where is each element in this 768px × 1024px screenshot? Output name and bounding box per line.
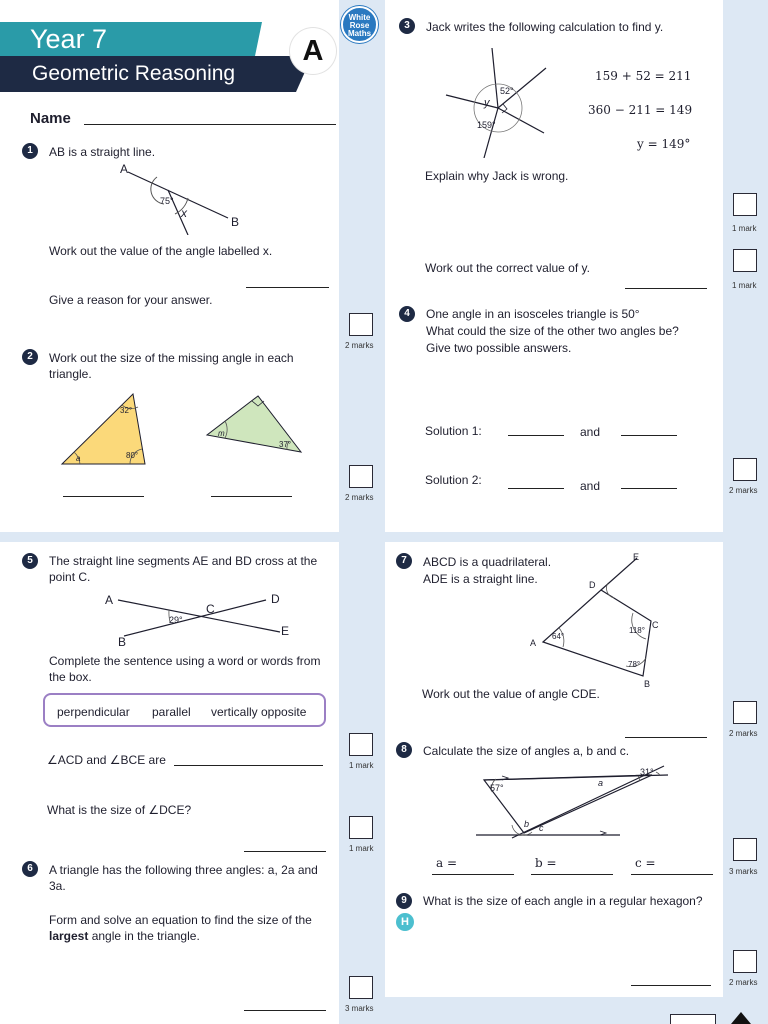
tri1-angle-top: 32° bbox=[120, 406, 133, 415]
q3-marks-box-2[interactable] bbox=[733, 249, 757, 272]
question-number-6: 6 bbox=[22, 861, 38, 877]
q7-label-b: B bbox=[644, 679, 651, 689]
q5-word-box bbox=[43, 693, 326, 727]
q6-marks-box[interactable] bbox=[349, 976, 373, 999]
q4-s1-and: and bbox=[580, 425, 601, 439]
tri1-angle-a: a bbox=[76, 454, 81, 463]
logo-text: White Rose Maths bbox=[347, 13, 372, 38]
q7-angle-c: 118° bbox=[629, 626, 645, 635]
set-letter-badge bbox=[290, 28, 336, 74]
q3-answer-line[interactable] bbox=[625, 288, 707, 289]
q7-label-d: D bbox=[589, 580, 596, 590]
q2-marks: 2 marks bbox=[345, 493, 374, 502]
q4-s2-answer-1[interactable] bbox=[508, 488, 564, 489]
q8-answer-b-label: b = bbox=[535, 856, 557, 870]
q1-marks-box[interactable] bbox=[349, 313, 373, 336]
question-number-9: 9 bbox=[396, 893, 412, 909]
higher-tier-badge bbox=[396, 913, 414, 931]
q3-calc-line-3: y = 149° bbox=[637, 137, 691, 151]
q5-sentence: Complete the sentence using a word or words from the box. bbox=[49, 654, 321, 684]
q6-prompt-start: Form and solve an equation to find the size of the bbox=[49, 913, 312, 927]
q3-correct: Work out the correct value of y. bbox=[425, 261, 590, 275]
q4-line-3: Give two possible answers. bbox=[426, 341, 572, 355]
q6-prompt bbox=[49, 912, 334, 944]
q5-answer-line-1[interactable] bbox=[174, 765, 323, 766]
q2-triangle-1 bbox=[58, 390, 150, 470]
q4-line-1: One angle in an isosceles triangle is 50° bbox=[426, 307, 640, 321]
question-number-1: 1 bbox=[22, 143, 38, 159]
q6-answer-line[interactable] bbox=[244, 1010, 326, 1011]
next-page-triangle bbox=[731, 1012, 751, 1024]
section-divider bbox=[0, 532, 768, 542]
tri2-angle-right: 37° bbox=[279, 440, 292, 449]
tri2-angle-m: m bbox=[218, 429, 225, 438]
next-page-edge bbox=[670, 1014, 716, 1024]
q8-angle-a: a bbox=[598, 778, 604, 788]
q4-s2-and: and bbox=[580, 479, 601, 493]
q3-calc-line-2: 360 − 211 = 149 bbox=[588, 103, 693, 117]
q5-marks-1: 1 mark bbox=[349, 761, 374, 770]
q1-prompt: Work out the value of the angle labelled x. bbox=[49, 244, 273, 258]
q5-label-d: D bbox=[271, 592, 280, 606]
q3-angle-159: 159° bbox=[477, 120, 496, 130]
margin-strip-middle bbox=[339, 0, 385, 1024]
q8-answer-c-label: c = bbox=[635, 856, 656, 870]
q2-triangle-2 bbox=[203, 392, 305, 456]
q2-answer-line-2[interactable] bbox=[211, 496, 292, 497]
q8-answer-c-line[interactable] bbox=[631, 874, 713, 875]
q7-quadrilateral-diagram bbox=[525, 548, 665, 693]
q8-answer-a-line[interactable] bbox=[432, 874, 514, 875]
name-label: Name bbox=[30, 110, 71, 127]
q5-option-parallel: parallel bbox=[152, 705, 191, 719]
q3-calc-line-1: 159 + 52 = 211 bbox=[595, 69, 692, 83]
q5-crossing-lines-diagram bbox=[100, 588, 300, 650]
q7-angle-b: 78° bbox=[628, 660, 641, 669]
q5-answer-line-2[interactable] bbox=[244, 851, 326, 852]
q8-text: Calculate the size of angles a, b and c. bbox=[423, 744, 630, 758]
tri1-angle-right: 80° bbox=[126, 451, 139, 460]
white-rose-logo bbox=[341, 6, 378, 43]
q4-solution-1-label: Solution 1: bbox=[425, 424, 482, 438]
name-input-line[interactable] bbox=[84, 124, 336, 125]
q5-marks-box-2[interactable] bbox=[349, 816, 373, 839]
q3-marks-box-1[interactable] bbox=[733, 193, 757, 216]
q7-marks: 2 marks bbox=[729, 729, 758, 738]
q6-prompt-end: angle in the triangle. bbox=[91, 929, 200, 943]
q5-statement: ∠ACD and ∠BCE are bbox=[47, 753, 166, 767]
q8-angle-57: 57° bbox=[490, 783, 504, 793]
q1-answer-line[interactable] bbox=[246, 287, 329, 288]
q8-angle-b: b bbox=[524, 819, 530, 829]
q7-label-e: E bbox=[633, 552, 640, 562]
q8-answer-a-label: a = bbox=[436, 856, 458, 870]
q1-straight-line-diagram bbox=[110, 160, 260, 235]
q5-question: What is the size of ∠DCE? bbox=[47, 803, 192, 817]
q6-marks: 3 marks bbox=[345, 1004, 374, 1013]
q4-s2-answer-2[interactable] bbox=[621, 488, 677, 489]
q3-marks-2: 1 mark bbox=[732, 281, 757, 290]
q3-angles-diagram bbox=[440, 48, 552, 158]
question-number-4: 4 bbox=[399, 306, 415, 322]
q1-label-a: A bbox=[120, 162, 129, 176]
q4-marks-box[interactable] bbox=[733, 458, 757, 481]
q5-label-a: A bbox=[105, 593, 114, 607]
q8-answer-b-line[interactable] bbox=[531, 874, 613, 875]
q7-label-a: A bbox=[530, 638, 537, 648]
q4-s1-answer-1[interactable] bbox=[508, 435, 564, 436]
q8-angle-31: 31° bbox=[640, 767, 654, 777]
q1-angle-75: 75° bbox=[160, 196, 174, 206]
q4-solution-2-label: Solution 2: bbox=[425, 473, 482, 487]
q7-answer-line[interactable] bbox=[625, 737, 707, 738]
q5-option-perpendicular: perpendicular bbox=[57, 705, 130, 719]
q8-parallel-lines-diagram bbox=[472, 760, 672, 840]
question-number-3: 3 bbox=[399, 18, 415, 34]
q8-marks: 3 marks bbox=[729, 867, 758, 876]
q5-text: The straight line segments AE and BD cross at the point C. bbox=[49, 554, 318, 584]
q9-marks-box[interactable] bbox=[733, 950, 757, 973]
q7-marks-box[interactable] bbox=[733, 701, 757, 724]
question-number-8: 8 bbox=[396, 742, 412, 758]
q5-option-vertically-opposite: vertically opposite bbox=[211, 705, 307, 719]
q7-line-2: ADE is a straight line. bbox=[423, 572, 538, 586]
q1-reason: Give a reason for your answer. bbox=[49, 293, 213, 307]
q5-label-b: B bbox=[118, 635, 127, 649]
q7-angle-a: 64° bbox=[552, 632, 565, 641]
set-letter: A bbox=[302, 35, 324, 67]
q2-text: Work out the size of the missing angle in each triangle. bbox=[49, 351, 294, 381]
q1-marks: 2 marks bbox=[345, 341, 374, 350]
q2-answer-line-1[interactable] bbox=[63, 496, 144, 497]
q3-text: Jack writes the following calculation to find y. bbox=[426, 20, 664, 34]
q2-marks-box[interactable] bbox=[349, 465, 373, 488]
q1-text: AB is a straight line. bbox=[49, 145, 156, 159]
q6-prompt-bold: largest bbox=[49, 929, 89, 943]
q4-s1-answer-2[interactable] bbox=[621, 435, 677, 436]
q3-marks-1: 1 mark bbox=[732, 224, 757, 233]
q4-marks: 2 marks bbox=[729, 486, 758, 495]
q7-label-c: C bbox=[652, 620, 659, 630]
q5-label-c: C bbox=[206, 602, 215, 616]
q3-angle-52: 52° bbox=[500, 86, 514, 96]
question-number-7: 7 bbox=[396, 553, 412, 569]
question-number-5: 5 bbox=[22, 553, 38, 569]
q1-angle-x: x bbox=[181, 206, 187, 220]
q7-line-1: ABCD is a quadrilateral. bbox=[423, 555, 552, 569]
q4-line-2: What could the size of the other two angles be? bbox=[426, 324, 679, 338]
year-title: Year 7 bbox=[30, 24, 108, 54]
q8-angle-c: c bbox=[539, 823, 544, 833]
q5-marks-2: 1 mark bbox=[349, 844, 374, 853]
higher-tier-letter: H bbox=[401, 916, 409, 928]
q5-marks-box-1[interactable] bbox=[349, 733, 373, 756]
q3-explain: Explain why Jack is wrong. bbox=[425, 169, 569, 183]
q1-label-b: B bbox=[231, 215, 240, 229]
q9-text: What is the size of each angle in a regular hexagon? bbox=[423, 894, 703, 908]
q3-angle-y: y bbox=[484, 97, 490, 109]
q8-marks-box[interactable] bbox=[733, 838, 757, 861]
question-number-2: 2 bbox=[22, 349, 38, 365]
topic-title: Geometric Reasoning bbox=[32, 62, 236, 85]
q5-label-e: E bbox=[281, 624, 290, 638]
q5-angle-29: 29° bbox=[169, 615, 183, 625]
q9-marks: 2 marks bbox=[729, 978, 758, 987]
q6-text: A triangle has the following three angles: a, 2a and 3a. bbox=[49, 863, 318, 893]
q9-answer-line[interactable] bbox=[631, 985, 711, 986]
q7-prompt: Work out the value of angle CDE. bbox=[422, 687, 600, 701]
